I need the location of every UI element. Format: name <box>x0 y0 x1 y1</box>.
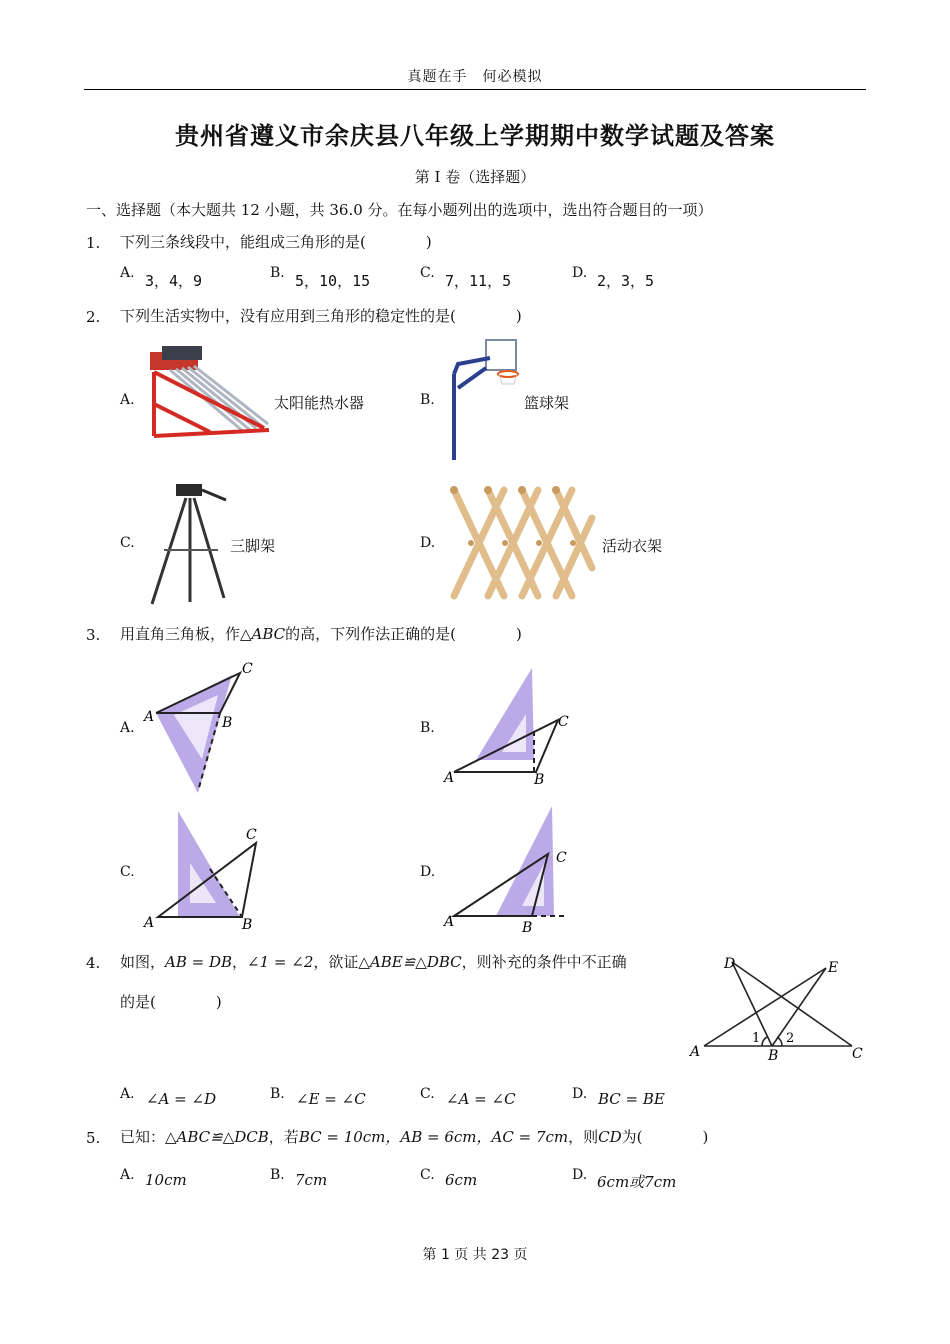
q3b-point-b: B <box>534 772 545 788</box>
q2-option-b-text: 篮球架 <box>524 394 570 412</box>
q3-stem-post: 的高，下列作法正确的是( ) <box>285 625 522 643</box>
solar-water-heater-icon <box>144 342 274 442</box>
q3-option-d-label: D. <box>420 864 436 880</box>
q5-stem-b: ，若 <box>268 1128 299 1146</box>
q1-option-d-label: D. <box>572 265 588 281</box>
q3-figure-d <box>440 800 580 940</box>
q5-option-b: 7cm <box>295 1171 328 1189</box>
q3-number: 3. <box>86 626 101 644</box>
q3c-point-c: C <box>246 827 257 843</box>
q4-option-c-label: C. <box>420 1086 435 1102</box>
q5-option-d-label: D. <box>572 1167 588 1183</box>
q3-stem <box>120 623 522 644</box>
q4-point-c: C <box>852 1046 863 1062</box>
q3a-point-b: B <box>222 715 233 731</box>
q5-target: CD <box>598 1128 622 1146</box>
q4-cond1: AB = DB <box>165 953 233 971</box>
q4-number: 4. <box>86 954 101 972</box>
q4-sep: ， <box>232 953 248 971</box>
q4-option-a-label: A. <box>120 1086 135 1102</box>
q2-option-a-text: 太阳能热水器 <box>274 394 365 412</box>
q2-option-d-text: 活动衣架 <box>602 537 663 555</box>
q5-given: BC = 10cm，AB = 6cm，AC = 7cm <box>298 1128 569 1146</box>
q4-point-a: A <box>690 1044 701 1060</box>
q3-figure-a <box>140 655 270 795</box>
q3a-point-c: C <box>242 661 253 677</box>
q3d-point-a: A <box>444 914 455 930</box>
q4-stem-line1 <box>120 951 627 972</box>
q4-point-b: B <box>768 1048 779 1064</box>
q4-stem-b: ，欲证 <box>313 953 359 971</box>
q5-stem-a: 已知： <box>120 1128 166 1146</box>
q5-stem-d: 为( ) <box>621 1128 709 1146</box>
q5-number: 5. <box>86 1129 101 1147</box>
q4-figure <box>688 950 868 1066</box>
q4-point-d: D <box>724 956 736 972</box>
q4-option-c: ∠A = ∠C <box>446 1090 516 1108</box>
q4-option-b: ∠E = ∠C <box>296 1090 366 1108</box>
q4-angle-2: 2 <box>786 1031 795 1046</box>
q1-option-b-label: B. <box>270 265 285 281</box>
q5-stem-c: ，则 <box>568 1128 599 1146</box>
q2-option-a-label: A. <box>120 392 135 408</box>
q3d-point-b: B <box>522 920 533 936</box>
q4-stem-line2: 的是( ) <box>120 993 222 1011</box>
q1-stem: 下列三条线段中，能组成三角形的是( ) <box>120 233 432 251</box>
q5-option-c: 6cm <box>445 1171 478 1189</box>
header-rule <box>84 89 866 90</box>
q3d-point-c: C <box>556 850 567 866</box>
q4-stem-c: ，则补充的条件中不正确 <box>461 953 627 971</box>
q1-option-a: 3，4，9 <box>145 272 203 290</box>
q2-option-c-label: C. <box>120 535 135 551</box>
q2-option-c-text: 三脚架 <box>230 537 276 555</box>
q3a-point-a: A <box>144 709 155 725</box>
q2-stem: 下列生活实物中，没有应用到三角形的稳定性的是( ) <box>120 307 522 325</box>
q2-number: 2. <box>86 308 101 326</box>
q1-option-c: 7，11，5 <box>445 272 512 290</box>
q5-option-d: 6cm或7cm <box>597 1173 677 1191</box>
q4-stem-a: 如图， <box>120 953 166 971</box>
q3-stem-triangle: △ABC <box>240 625 286 643</box>
q3-option-a-label: A. <box>120 720 135 736</box>
q5-option-b-label: B. <box>270 1167 285 1183</box>
section-heading: 一、选择题（本大题共 12 小题，共 36.0 分。在每小题列出的选项中，选出符合题目的一项） <box>86 201 713 219</box>
q4-option-d: BC = BE <box>598 1090 665 1108</box>
q3-figure-c <box>140 805 280 935</box>
q1-option-d: 2，3，5 <box>597 272 655 290</box>
q1-option-b: 5，10，15 <box>295 272 371 290</box>
page-footer: 第 1 页 共 23 页 <box>422 1247 528 1263</box>
q4-option-b-label: B. <box>270 1086 285 1102</box>
q3c-point-b: B <box>242 917 253 933</box>
q1-number: 1. <box>86 234 101 252</box>
q1-option-a-label: A. <box>120 265 135 281</box>
basketball-hoop-icon <box>446 338 526 464</box>
q4-cond2: ∠1 = ∠2 <box>247 953 314 971</box>
q1-option-c-label: C. <box>420 265 435 281</box>
q3-figure-b <box>440 660 580 790</box>
q4-angle-1: 1 <box>752 1031 761 1046</box>
q4-option-a: ∠A = ∠D <box>146 1090 217 1108</box>
q3b-point-c: C <box>558 714 569 730</box>
q2-option-d-label: D. <box>420 535 436 551</box>
page-title: 贵州省遵义市余庆县八年级上学期期中数学试题及答案 <box>175 122 775 150</box>
q3c-point-a: A <box>144 915 155 931</box>
q5-option-a-label: A. <box>120 1167 135 1183</box>
q5-stem <box>120 1126 708 1147</box>
q4-option-d-label: D. <box>572 1086 588 1102</box>
q5-option-c-label: C. <box>420 1167 435 1183</box>
q3-option-b-label: B. <box>420 720 435 736</box>
q5-congruence: △ABC≌△DCB <box>165 1128 269 1146</box>
q3-stem-pre: 用直角三角板，作 <box>120 625 241 643</box>
q3-option-c-label: C. <box>120 864 135 880</box>
tripod-icon <box>146 478 230 608</box>
page-header: 真题在手 何必模拟 <box>407 69 543 85</box>
q5-option-a: 10cm <box>145 1171 187 1189</box>
part-title: 第 I 卷（选择题） <box>414 168 536 186</box>
q4-congruence: △ABE≌△DBC <box>358 953 462 971</box>
q2-option-b-label: B. <box>420 392 435 408</box>
q3b-point-a: A <box>444 770 455 786</box>
folding-rack-icon <box>446 478 602 608</box>
q4-point-e: E <box>828 960 839 976</box>
